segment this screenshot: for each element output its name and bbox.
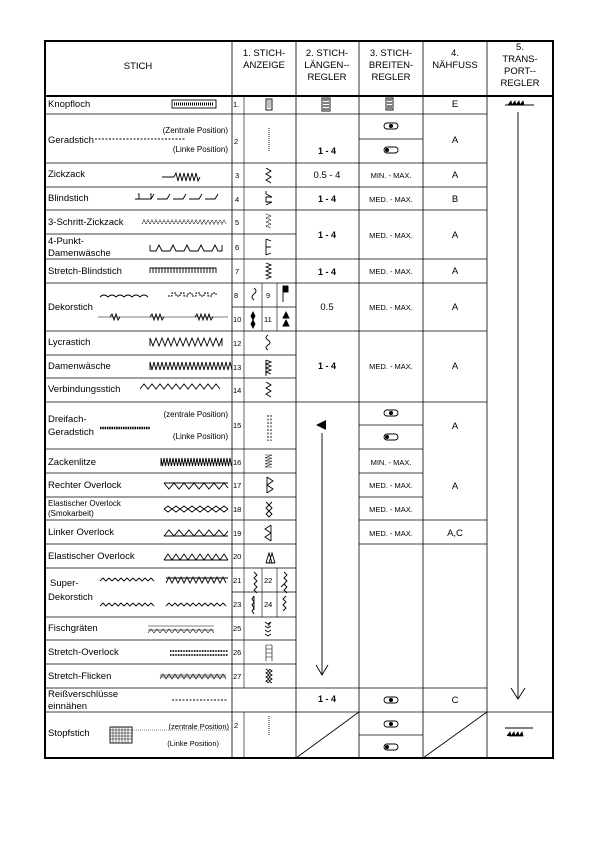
row-flicken-name: Stretch-Flicken — [48, 671, 112, 682]
svg-text:21: 21 — [233, 576, 242, 585]
header-col2 — [304, 48, 349, 83]
length-left-arrow-icon — [316, 420, 326, 430]
smocking-display-icon — [266, 502, 272, 517]
svg-text:23: 23 — [233, 600, 242, 609]
table-frame — [45, 41, 553, 758]
svg-text:1 - 4: 1 - 4 — [317, 694, 337, 704]
svg-text:0.5 - 4: 0.5 - 4 — [313, 170, 341, 181]
row-vierpunkt-name1: 4-Punkt- — [48, 236, 84, 247]
display-icons — [251, 99, 289, 736]
elastic-overlock-display-icon — [266, 553, 275, 563]
header-stitch: STICH — [123, 61, 153, 72]
svg-text:REGLER: REGLER — [500, 78, 540, 89]
row-super-name1: Super- — [50, 578, 79, 589]
triple-straight-display-icon — [268, 415, 271, 441]
svg-text:26: 26 — [233, 648, 242, 657]
svg-text:3. STICH-: 3. STICH- — [369, 48, 413, 59]
svg-text:A: A — [451, 481, 459, 492]
svg-text:2: 2 — [234, 721, 239, 730]
super-decor-sample-icon — [100, 578, 154, 581]
right-overlock-display-icon — [267, 477, 273, 493]
svg-text:22: 22 — [264, 576, 273, 585]
row-stretchover-name: Stretch-Overlock — [48, 647, 119, 658]
transport-column — [505, 101, 534, 736]
svg-text:MED. - MAX.: MED. - MAX. — [369, 529, 413, 538]
blindstitch-sample-icon — [135, 194, 218, 199]
row-dreifach-pos2: (Linke Position) — [172, 432, 228, 441]
svg-text:MED. - MAX.: MED. - MAX. — [369, 481, 413, 490]
svg-text:REGLER: REGLER — [371, 72, 411, 83]
decor8-display-icon — [252, 288, 256, 300]
row-rechter-name: Rechter Overlock — [48, 480, 122, 491]
svg-text:25: 25 — [233, 624, 242, 633]
svg-text:BREITEN-: BREITEN- — [368, 60, 414, 71]
joining-display-icon — [266, 382, 271, 397]
row-verbindung-name: Verbindungsstich — [48, 384, 121, 395]
row-stopf-name: Stopfstich — [48, 728, 90, 739]
length-column — [314, 98, 341, 704]
blindstitch-display-icon — [266, 191, 272, 205]
position-center-switch-icon — [384, 697, 398, 703]
four-point-display-icon — [266, 239, 271, 255]
svg-text:A: A — [451, 135, 459, 146]
svg-text:MED. - MAX.: MED. - MAX. — [369, 362, 413, 371]
svg-text:A: A — [451, 230, 459, 241]
svg-text:A: A — [451, 266, 459, 277]
row-gerade-name: Geradstich — [48, 135, 94, 146]
svg-text:MED. - MAX.: MED. - MAX. — [369, 505, 413, 514]
svg-text:MED. - MAX.: MED. - MAX. — [369, 303, 413, 312]
row-knopfloch-name: Knopfloch — [48, 99, 91, 110]
svg-text:18: 18 — [233, 505, 242, 514]
svg-text:MED. - MAX.: MED. - MAX. — [369, 195, 413, 204]
svg-text:24: 24 — [264, 600, 273, 609]
row-gerade-pos1: (Zentrale Position) — [162, 126, 228, 135]
svg-text:9: 9 — [266, 291, 271, 300]
svg-text:MIN. - MAX.: MIN. - MAX. — [370, 171, 412, 180]
elastic-overlock-sample-icon — [164, 554, 228, 560]
left-overlock-display-icon — [265, 525, 271, 541]
position-left-switch-icon — [384, 434, 398, 440]
stretch-patch-sample-icon — [160, 674, 226, 679]
row-reiss-name2: einnähen — [48, 701, 88, 712]
smocking-sample-icon — [164, 506, 228, 512]
lycra-sample-icon — [150, 338, 222, 346]
svg-text:3: 3 — [235, 171, 240, 180]
right-overlock-sample-icon — [164, 483, 228, 489]
rickrack-sample-icon — [161, 458, 232, 466]
svg-text:A: A — [451, 302, 459, 313]
feed-dog-down-icon — [505, 728, 533, 736]
decor-wave-sample-icon — [100, 295, 148, 297]
three-step-display-icon — [266, 214, 271, 228]
lingerie-display-icon — [266, 360, 271, 376]
svg-text:17: 17 — [233, 481, 242, 490]
svg-text:8: 8 — [234, 291, 239, 300]
row-fisch-name: Fischgräten — [48, 623, 98, 634]
left-overlock-sample-icon — [164, 530, 228, 536]
svg-text:11: 11 — [264, 315, 272, 324]
lingerie-sample-icon — [150, 362, 232, 370]
row-linker-name: Linker Overlock — [48, 527, 114, 538]
position-left-switch-icon — [384, 744, 398, 750]
svg-text:E: E — [451, 99, 459, 110]
svg-text:B: B — [451, 194, 459, 205]
svg-text:5.: 5. — [516, 42, 524, 53]
svg-text:19: 19 — [233, 529, 242, 538]
svg-text:A,C: A,C — [447, 528, 463, 539]
position-center-switch-icon — [384, 721, 398, 727]
row-dekor-name: Dekorstich — [48, 302, 93, 313]
svg-text:4: 4 — [235, 195, 240, 204]
herringbone-display-icon — [265, 622, 271, 636]
row-elast1-name1: Elastischer Overlock — [48, 499, 121, 508]
herringbone-sample-icon — [148, 626, 214, 633]
darning-sample-icon — [110, 727, 132, 743]
rickrack-display-icon — [265, 455, 272, 467]
svg-text:1 - 4: 1 - 4 — [317, 267, 337, 277]
row-dreifach-name1: Dreifach- — [48, 414, 87, 425]
svg-text:1 - 4: 1 - 4 — [317, 361, 337, 371]
svg-text:MED. - MAX.: MED. - MAX. — [369, 231, 413, 240]
row-gerade-pos2: (Linke Position) — [172, 145, 228, 154]
svg-text:15: 15 — [233, 421, 242, 430]
super-decor21-display-icon — [254, 572, 257, 593]
lycra-display-icon — [266, 335, 270, 350]
svg-text:MIN. - MAX.: MIN. - MAX. — [370, 458, 412, 467]
row-blind-name: Blindstich — [48, 193, 89, 204]
four-point-sample-icon — [150, 245, 222, 251]
buttonhole-display-icon — [266, 99, 272, 110]
svg-text:A: A — [451, 421, 459, 432]
svg-text:1 - 4: 1 - 4 — [317, 194, 337, 204]
position-center-switch-icon — [384, 410, 398, 416]
row-stopf-pos1: (zentrale Position) — [168, 722, 229, 731]
row-dreischritt-name: 3-Schritt-Zickzack — [48, 217, 124, 228]
svg-text:20: 20 — [233, 552, 242, 561]
svg-text:1 - 4: 1 - 4 — [317, 146, 337, 156]
row-elast2-name: Elastischer Overlock — [48, 551, 135, 562]
row-lycra-name: Lycrastich — [48, 337, 91, 348]
row-dreifach-pos1: (zentrale Position) — [163, 410, 228, 419]
row-reiss-name1: Reißverschlüsse — [48, 689, 119, 700]
svg-text:13: 13 — [233, 363, 242, 372]
svg-text:16: 16 — [233, 458, 242, 467]
svg-text:0.5: 0.5 — [320, 302, 334, 313]
stretch-overlock-display-icon — [266, 645, 272, 661]
row-super-name2: Dekorstich — [48, 592, 93, 603]
svg-text:5: 5 — [235, 218, 240, 227]
zigzag-display-icon — [266, 168, 271, 183]
row-stopf-pos2: (Linke Position) — [167, 739, 219, 748]
svg-text:C: C — [451, 695, 459, 706]
svg-text:LÄNGEN--: LÄNGEN-- — [304, 60, 350, 71]
svg-text:6: 6 — [235, 243, 240, 252]
svg-text:A: A — [451, 361, 459, 372]
foot-column — [447, 99, 463, 706]
stretch-patch-display-icon — [266, 669, 272, 683]
three-step-zigzag-sample-icon — [142, 220, 226, 224]
svg-text:TRANS-: TRANS- — [502, 54, 538, 65]
svg-text:NÄHFUSS: NÄHFUSS — [432, 60, 478, 71]
width-column — [369, 98, 413, 750]
row-elast1-name2: (Smokarbeit) — [48, 509, 94, 518]
stretch-overlock-sample-icon — [170, 651, 228, 655]
header-col1 — [243, 48, 285, 71]
svg-text:10: 10 — [233, 315, 242, 324]
row-damen-name: Damenwäsche — [48, 361, 111, 372]
position-left-switch-icon — [384, 147, 398, 153]
svg-text:PORT--: PORT-- — [503, 66, 537, 77]
row-dreifach-name2: Geradstich — [48, 427, 94, 438]
svg-text:27: 27 — [233, 672, 242, 681]
zigzag-sample-icon — [162, 173, 200, 181]
stretch-blind-sample-icon — [150, 268, 216, 273]
svg-text:14: 14 — [233, 386, 242, 395]
stretch-blind-display-icon — [266, 263, 271, 279]
svg-text:ANZEIGE: ANZEIGE — [243, 60, 285, 71]
svg-text:12: 12 — [233, 339, 242, 348]
row-zickzack-name: Zickzack — [48, 169, 85, 180]
header-col3 — [369, 48, 413, 83]
row-zacken-name: Zackenlitze — [48, 457, 97, 468]
svg-text:2. STICH-: 2. STICH- — [305, 48, 349, 59]
feed-dog-up-icon — [505, 101, 534, 105]
row-stretchblind-name: Stretch-Blindstich — [48, 266, 122, 277]
row-vierpunkt-name2: Damenwäsche — [48, 248, 111, 259]
svg-text:1. STICH-: 1. STICH- — [242, 48, 286, 59]
svg-text:REGLER: REGLER — [307, 72, 347, 83]
position-center-switch-icon — [384, 123, 398, 129]
joining-stitch-sample-icon — [140, 384, 220, 389]
header-col5 — [500, 42, 539, 89]
svg-text:MED. - MAX.: MED. - MAX. — [369, 267, 413, 276]
svg-text:2: 2 — [234, 137, 239, 146]
svg-text:A: A — [451, 170, 459, 181]
header-col4 — [432, 48, 477, 71]
svg-text:7: 7 — [235, 267, 240, 276]
svg-text:1.: 1. — [233, 100, 240, 109]
svg-text:1 - 4: 1 - 4 — [317, 230, 337, 240]
svg-text:4.: 4. — [451, 48, 459, 59]
